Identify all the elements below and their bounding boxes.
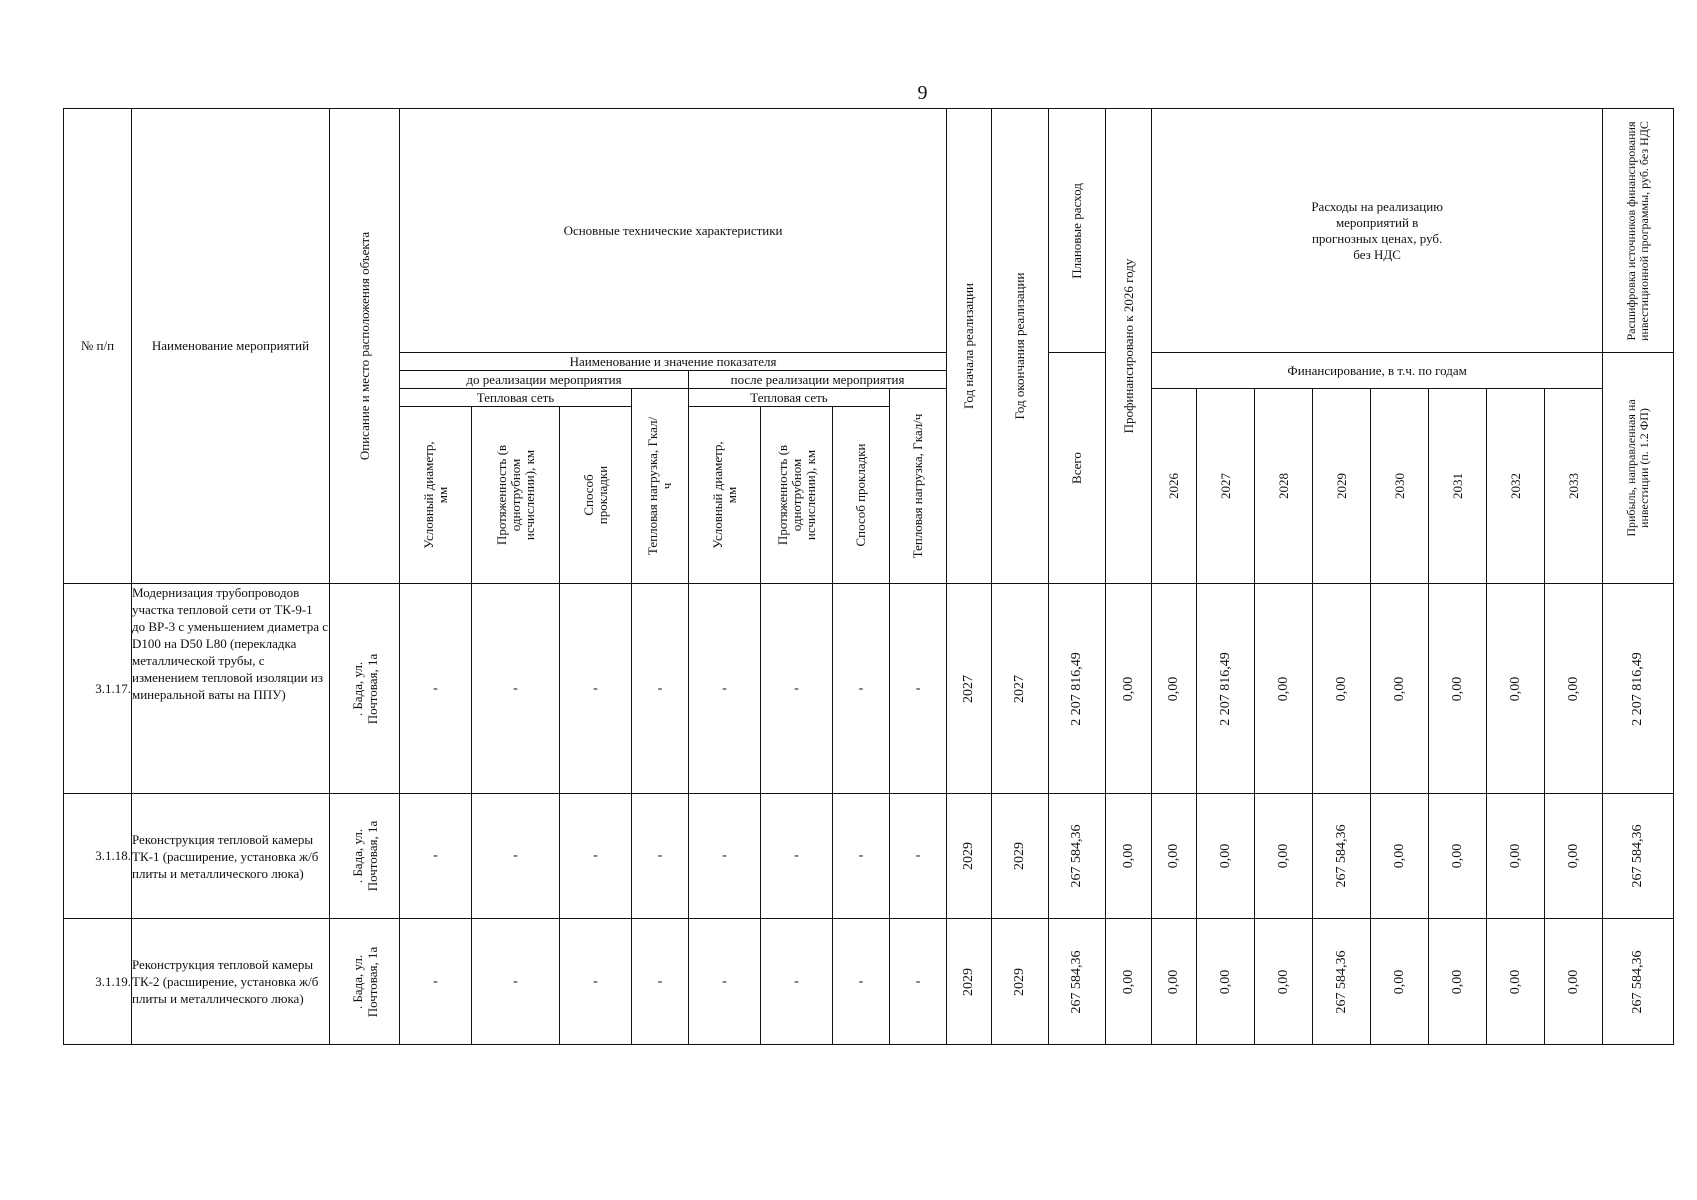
header-location xyxy=(330,109,400,584)
row-prefinanced xyxy=(1106,584,1152,794)
row-diameter-after: - xyxy=(689,919,761,1045)
row-2030 xyxy=(1371,919,1429,1045)
row-load-before: - xyxy=(632,584,689,794)
row-total-text: 2 207 816,49 xyxy=(1069,651,1085,726)
row-2033 xyxy=(1545,584,1603,794)
row-2026-text: 0,00 xyxy=(1166,843,1182,869)
row-location xyxy=(330,919,400,1045)
row-2031-text: 0,00 xyxy=(1449,969,1465,994)
row-year-start xyxy=(947,919,992,1045)
header-year-2028-text: 2028 xyxy=(1275,473,1291,499)
row-diameter-before: - xyxy=(400,919,472,1045)
row-total-text: 267 584,36 xyxy=(1069,824,1085,888)
row-2027-text: 0,00 xyxy=(1217,843,1233,869)
row-year-start xyxy=(947,584,992,794)
row-year-end-text: 2029 xyxy=(1012,967,1028,996)
row-2026-text: 0,00 xyxy=(1166,676,1182,701)
row-2027 xyxy=(1197,919,1255,1045)
row-2030-text: 0,00 xyxy=(1391,843,1407,869)
row-load-before: - xyxy=(632,919,689,1045)
header-load-after-text: Тепловая нагрузка, Гкал/ч xyxy=(910,413,926,559)
row-2027-text: 2 207 816,49 xyxy=(1217,651,1233,726)
row-prefinanced-text: 0,00 xyxy=(1120,843,1136,869)
row-num: 3.1.19. xyxy=(64,919,132,1045)
row-2032-text: 0,00 xyxy=(1507,969,1523,994)
row-2027 xyxy=(1197,794,1255,919)
row-2028-text: 0,00 xyxy=(1275,969,1291,994)
header-prefinanced-text: Профинансировано к 2026 году xyxy=(1120,258,1136,434)
header-year-start-text: Год начала реализации xyxy=(961,282,977,410)
row-2031-text: 0,00 xyxy=(1449,843,1465,869)
header-method-before xyxy=(560,407,632,584)
table-row xyxy=(64,919,1674,1045)
header-diameter-before-text: Условный диаметр, мм xyxy=(420,441,450,549)
row-diameter-after: - xyxy=(689,584,761,794)
header-year-2027-text: 2027 xyxy=(1217,473,1233,499)
row-length-before: - xyxy=(472,584,560,794)
row-num: 3.1.18. xyxy=(64,794,132,919)
row-length-after: - xyxy=(761,794,833,919)
header-year-2031 xyxy=(1429,389,1487,584)
header-total-text: Всего xyxy=(1069,452,1085,484)
header-year-2027 xyxy=(1197,389,1255,584)
row-profit-text: 267 584,36 xyxy=(1630,824,1646,888)
row-2028 xyxy=(1255,584,1313,794)
header-tech-text: Основные технические характеристики xyxy=(563,222,783,238)
row-year-end xyxy=(992,584,1049,794)
row-2030-text: 0,00 xyxy=(1391,676,1407,701)
row-prefinanced xyxy=(1106,919,1152,1045)
row-load-before: - xyxy=(632,794,689,919)
row-name: Модернизация трубопроводов участка тепловой сети от ТК-9-1 до ВР-3 с уменьшением диаметра с D100 на D50 L80 (перекладка металлической трубы, с изменением тепловой изоляции из минеральной ваты на ППУ) xyxy=(132,584,330,794)
table-row xyxy=(64,584,1674,794)
header-indicator xyxy=(400,353,947,371)
row-total xyxy=(1049,584,1106,794)
row-2028-text: 0,00 xyxy=(1275,676,1291,701)
header-after xyxy=(689,371,947,389)
header-heat-net-after-text: Тепловая сеть xyxy=(750,389,828,405)
header-diameter-after xyxy=(689,407,761,584)
row-2029-text: 0,00 xyxy=(1333,676,1349,701)
header-year-2030 xyxy=(1371,389,1429,584)
row-2029 xyxy=(1313,919,1371,1045)
row-2031 xyxy=(1429,794,1487,919)
header-before-text: до реализации мероприятия xyxy=(466,371,622,387)
investment-program-table xyxy=(63,108,1674,1045)
row-2027 xyxy=(1197,584,1255,794)
header-planned-text: Плановые расход xyxy=(1069,182,1085,279)
row-2033 xyxy=(1545,794,1603,919)
row-2032-text: 0,00 xyxy=(1507,676,1523,701)
header-year-2033-text: 2033 xyxy=(1565,473,1581,499)
row-2026-text: 0,00 xyxy=(1166,969,1182,994)
header-heat-net-after xyxy=(689,389,890,407)
row-2030 xyxy=(1371,794,1429,919)
header-name xyxy=(132,109,330,584)
header-load-after xyxy=(890,389,947,584)
header-method-after-text: Способ прокладки xyxy=(853,443,868,547)
row-num: 3.1.17. xyxy=(64,584,132,794)
row-location-text: . Бада, ул. Почтовая, 1а xyxy=(349,653,380,724)
header-diameter-after-text: Условный диаметр, мм xyxy=(709,441,739,549)
row-diameter-before: - xyxy=(400,794,472,919)
header-method-after xyxy=(833,407,890,584)
row-2029-text: 267 584,36 xyxy=(1333,824,1349,888)
header-num-text: № п/п xyxy=(80,338,115,353)
header-expenses xyxy=(1152,109,1603,353)
row-year-end xyxy=(992,919,1049,1045)
row-method-before: - xyxy=(560,584,632,794)
row-2026 xyxy=(1152,584,1197,794)
row-diameter-before: - xyxy=(400,584,472,794)
header-financing xyxy=(1152,353,1603,389)
row-2032 xyxy=(1487,584,1545,794)
row-profit xyxy=(1603,794,1674,919)
row-length-before: - xyxy=(472,919,560,1045)
header-sources-text: Расшифровка источников финансирования инвестиционной программы, руб. без НДС xyxy=(1624,120,1652,341)
row-2028 xyxy=(1255,919,1313,1045)
row-method-after: - xyxy=(833,919,890,1045)
header-prefinanced xyxy=(1106,109,1152,584)
header-profit-text: Прибыль, направленная на инвестиции (п. 1.2 ФП) xyxy=(1624,399,1652,537)
row-year-start-text: 2029 xyxy=(961,967,977,996)
row-method-after: - xyxy=(833,584,890,794)
row-method-before: - xyxy=(560,919,632,1045)
page-number-text: 9 xyxy=(917,82,928,104)
row-prefinanced-text: 0,00 xyxy=(1120,676,1136,701)
row-2029 xyxy=(1313,794,1371,919)
header-method-before-text: Способ прокладки xyxy=(580,465,610,525)
header-year-2029-text: 2029 xyxy=(1333,473,1349,499)
row-profit xyxy=(1603,584,1674,794)
header-length-before xyxy=(472,407,560,584)
row-2033 xyxy=(1545,919,1603,1045)
page-number xyxy=(0,82,1697,104)
row-prefinanced-text: 0,00 xyxy=(1120,969,1136,994)
row-load-after: - xyxy=(890,919,947,1045)
header-year-2033 xyxy=(1545,389,1603,584)
row-length-after: - xyxy=(761,584,833,794)
header-financing-text: Финансирование, в т.ч. по годам xyxy=(1287,362,1467,378)
row-2032 xyxy=(1487,794,1545,919)
header-heat-net-before xyxy=(400,389,632,407)
row-total xyxy=(1049,794,1106,919)
header-year-2031-text: 2031 xyxy=(1449,473,1465,499)
row-location xyxy=(330,794,400,919)
row-load-after: - xyxy=(890,584,947,794)
row-2033-text: 0,00 xyxy=(1565,843,1581,869)
header-load-before-text: Тепловая нагрузка, Гкал/ч xyxy=(645,416,674,556)
header-expenses-text: Расходы на реализацию мероприятий в прогнозных ценах, руб. без НДС xyxy=(1311,198,1443,262)
header-tech xyxy=(400,109,947,353)
header-profit xyxy=(1603,353,1674,584)
header-heat-net-before-text: Тепловая сеть xyxy=(476,389,555,405)
row-2029 xyxy=(1313,584,1371,794)
row-location-text: . Бада, ул. Почтовая, 1а xyxy=(349,946,380,1017)
row-profit-text: 267 584,36 xyxy=(1630,950,1646,1013)
header-year-2032 xyxy=(1487,389,1545,584)
row-location xyxy=(330,584,400,794)
header-year-end-text: Год окончания реализации xyxy=(1012,272,1028,420)
header-num xyxy=(64,109,132,584)
row-2033-text: 0,00 xyxy=(1565,969,1581,994)
row-2031 xyxy=(1429,584,1487,794)
row-2028-text: 0,00 xyxy=(1275,843,1291,869)
row-method-before: - xyxy=(560,794,632,919)
row-2033-text: 0,00 xyxy=(1565,676,1581,701)
header-before xyxy=(400,371,689,389)
row-2031 xyxy=(1429,919,1487,1045)
row-total xyxy=(1049,919,1106,1045)
row-year-end-text: 2029 xyxy=(1012,842,1028,870)
header-year-2026 xyxy=(1152,389,1197,584)
row-year-start-text: 2029 xyxy=(961,842,977,870)
row-method-after: - xyxy=(833,794,890,919)
header-length-after-text: Протяженность (в однотрубном исчислении), км xyxy=(774,444,818,546)
row-year-start-text: 2027 xyxy=(961,674,977,703)
row-year-end xyxy=(992,794,1049,919)
row-2026 xyxy=(1152,919,1197,1045)
header-year-2028 xyxy=(1255,389,1313,584)
row-2031-text: 0,00 xyxy=(1449,676,1465,701)
row-location-text: . Бада, ул. Почтовая, 1а xyxy=(349,820,380,892)
row-length-after: - xyxy=(761,919,833,1045)
header-length-after xyxy=(761,407,833,584)
header-load-before xyxy=(632,389,689,584)
row-name: Реконструкция тепловой камеры ТК-1 (расширение, установка ж/б плиты и металлического люка) xyxy=(132,794,330,919)
row-diameter-after: - xyxy=(689,794,761,919)
header-after-text: после реализации мероприятия xyxy=(730,371,905,387)
row-2027-text: 0,00 xyxy=(1217,969,1233,994)
row-load-after: - xyxy=(890,794,947,919)
row-2028 xyxy=(1255,794,1313,919)
header-diameter-before xyxy=(400,407,472,584)
row-length-before: - xyxy=(472,794,560,919)
header-length-before-text: Протяженность (в однотрубном исчислении), км xyxy=(493,444,537,546)
header-year-2030-text: 2030 xyxy=(1391,473,1407,499)
row-prefinanced xyxy=(1106,794,1152,919)
header-planned xyxy=(1049,109,1106,353)
row-2026 xyxy=(1152,794,1197,919)
header-name-text: Наименование мероприятий xyxy=(151,338,310,353)
header-year-2026-text: 2026 xyxy=(1166,473,1182,499)
header-year-start xyxy=(947,109,992,584)
row-profit-text: 2 207 816,49 xyxy=(1630,651,1646,726)
header-sources xyxy=(1603,109,1674,353)
table-row xyxy=(64,794,1674,919)
row-year-end-text: 2027 xyxy=(1012,674,1028,703)
header-location-text: Описание и место расположения объекта xyxy=(356,231,372,461)
row-2030 xyxy=(1371,584,1429,794)
header-total xyxy=(1049,353,1106,584)
header-year-2032-text: 2032 xyxy=(1507,473,1523,499)
header-indicator-text: Наименование и значение показателя xyxy=(569,353,777,369)
row-total-text: 267 584,36 xyxy=(1069,950,1085,1013)
row-name: Реконструкция тепловой камеры ТК-2 (расширение, установка ж/б плиты и металлического люка) xyxy=(132,919,330,1045)
header-year-2029 xyxy=(1313,389,1371,584)
row-2032-text: 0,00 xyxy=(1507,843,1523,869)
header-year-end xyxy=(992,109,1049,584)
row-year-start xyxy=(947,794,992,919)
row-2032 xyxy=(1487,919,1545,1045)
row-2030-text: 0,00 xyxy=(1391,969,1407,994)
row-profit xyxy=(1603,919,1674,1045)
row-2029-text: 267 584,36 xyxy=(1333,950,1349,1013)
